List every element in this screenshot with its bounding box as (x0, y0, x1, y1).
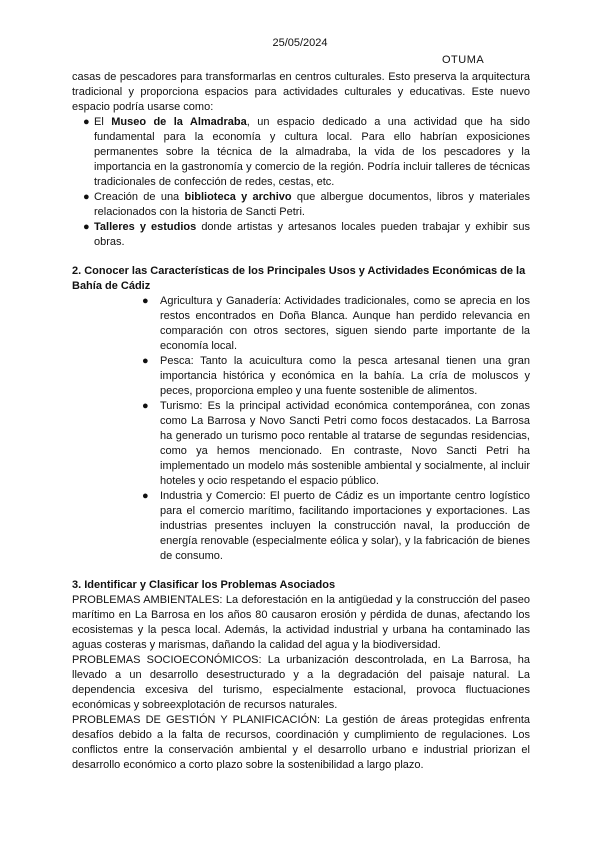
museum-list (72, 115, 530, 250)
document-body (72, 70, 530, 773)
bullet-icon: ● (142, 295, 149, 307)
section-3-heading: 3. Identificar y Clasificar los Problemas Asociados (72, 579, 336, 591)
header-date: 25/05/2024 (272, 37, 328, 49)
problems-environmental: PROBLEMAS AMBIENTALES: La deforestación en la antigüedad y la construcción del paseo marítimo en La Barrosa en los años 80 causaron erosión y pérdida de dunas, afectando los ecosistemas y la pesca local. Además, la actividad industrial y urbana ha contaminado las aguas costeras y marismas, dañando la calidad del agua y la biodiversidad. (72, 594, 530, 651)
list-item: ● Industria y Comercio: El puerto de Cádiz es un importante centro logístico para el comercio marítimo, facilitando importaciones y exportaciones. Las industrias presentes incluyen la construcción naval, la producción de energía renovable (especialmente eólica y solar), y la fabricación de bienes de consumo. (142, 490, 530, 562)
bullet-icon: ● (142, 490, 149, 502)
list-item: ● Talleres y estudios donde artistas y artesanos locales pueden trabajar y exhibir sus obras. (83, 221, 530, 248)
bullet-icon: ● (83, 191, 90, 203)
list-item: ● Pesca: Tanto la acuicultura como la pesca artesanal tienen una gran importancia histórica y económica en la bahía. La cría de moluscos y peces, proporciona empleo y una fuente sostenible de alimentos. (142, 355, 530, 397)
economic-activities-list (142, 294, 530, 564)
bullet-icon: ● (142, 400, 149, 412)
list-item: ● Agricultura y Ganadería: Actividades tradicionales, como se aprecia en los restos encontrados en Doña Blanca. Aunque han perdido relevancia en comparación con otros sectores, siguen siendo parte importante de la economía local. (142, 295, 530, 352)
bullet-icon: ● (83, 116, 90, 128)
list-item: ● Creación de una biblioteca y archivo que albergue documentos, libros y materiales relacionados con la historia de Sancti Petri. (83, 191, 530, 218)
section-2-heading: 2. Conocer las Características de los Principales Usos y Actividades Económicas de la Bahía de Cádiz (72, 265, 526, 292)
intro-paragraph: casas de pescadores para transformarlas en centros culturales. Esto preserva la arquitectura tradicional y proporciona espacios para actividades culturales y educativas. Este nuevo espacio podría usarse como: (72, 71, 530, 113)
header-org: OTUMA (442, 54, 485, 66)
problems-socioeconomic: PROBLEMAS SOCIOECONÓMICOS: La urbanización descontrolada, en La Barrosa, ha llevado a un desarrollo desestructurado y a la degradación del paisaje natural. La dependencia excesiva del turismo, especialmente estacional, provoca fluctuaciones económicas y sobreexplotación de recursos naturales. (72, 654, 530, 711)
bullet-icon: ● (142, 355, 149, 367)
problems-management: PROBLEMAS DE GESTIÓN Y PLANIFICACIÓN: La gestión de áreas protegidas enfrenta desafíos debido a la falta de recursos, coordinación y cumplimiento de regulaciones. Los conflictos entre la conservación ambiental y el desarrollo urbano e industrial priorizan el desarrollo económico a corto plazo sobre la sostenibilidad a largo plazo. (72, 714, 530, 771)
list-item: ● El Museo de la Almadraba, un espacio dedicado a una actividad que ha sido fundamental para la economía y cultura local. Para ello habrían exposiciones permanentes sobre la técnica de la almadraba, la vida de los pescadores y la importancia en la gastronomía y comercio de la región. Podría incluir talleres de técnicas tradicionales de confección de redes, cestas, etc. (83, 116, 530, 188)
list-item: ● Turismo: Es la principal actividad económica contemporánea, con zonas como La Barrosa y Novo Sancti Petri como focos destacados. La Barrosa ha generado un turismo poco rentable al tratarse de segundas residencias, como ya hemos mencionado. En contraste, Novo Sancti Petri ha implementado un modelo más sostenible ambiental y socialmente, al incluir hoteles y ocio respetando el espacio público. (142, 400, 530, 487)
bullet-icon: ● (83, 221, 90, 233)
